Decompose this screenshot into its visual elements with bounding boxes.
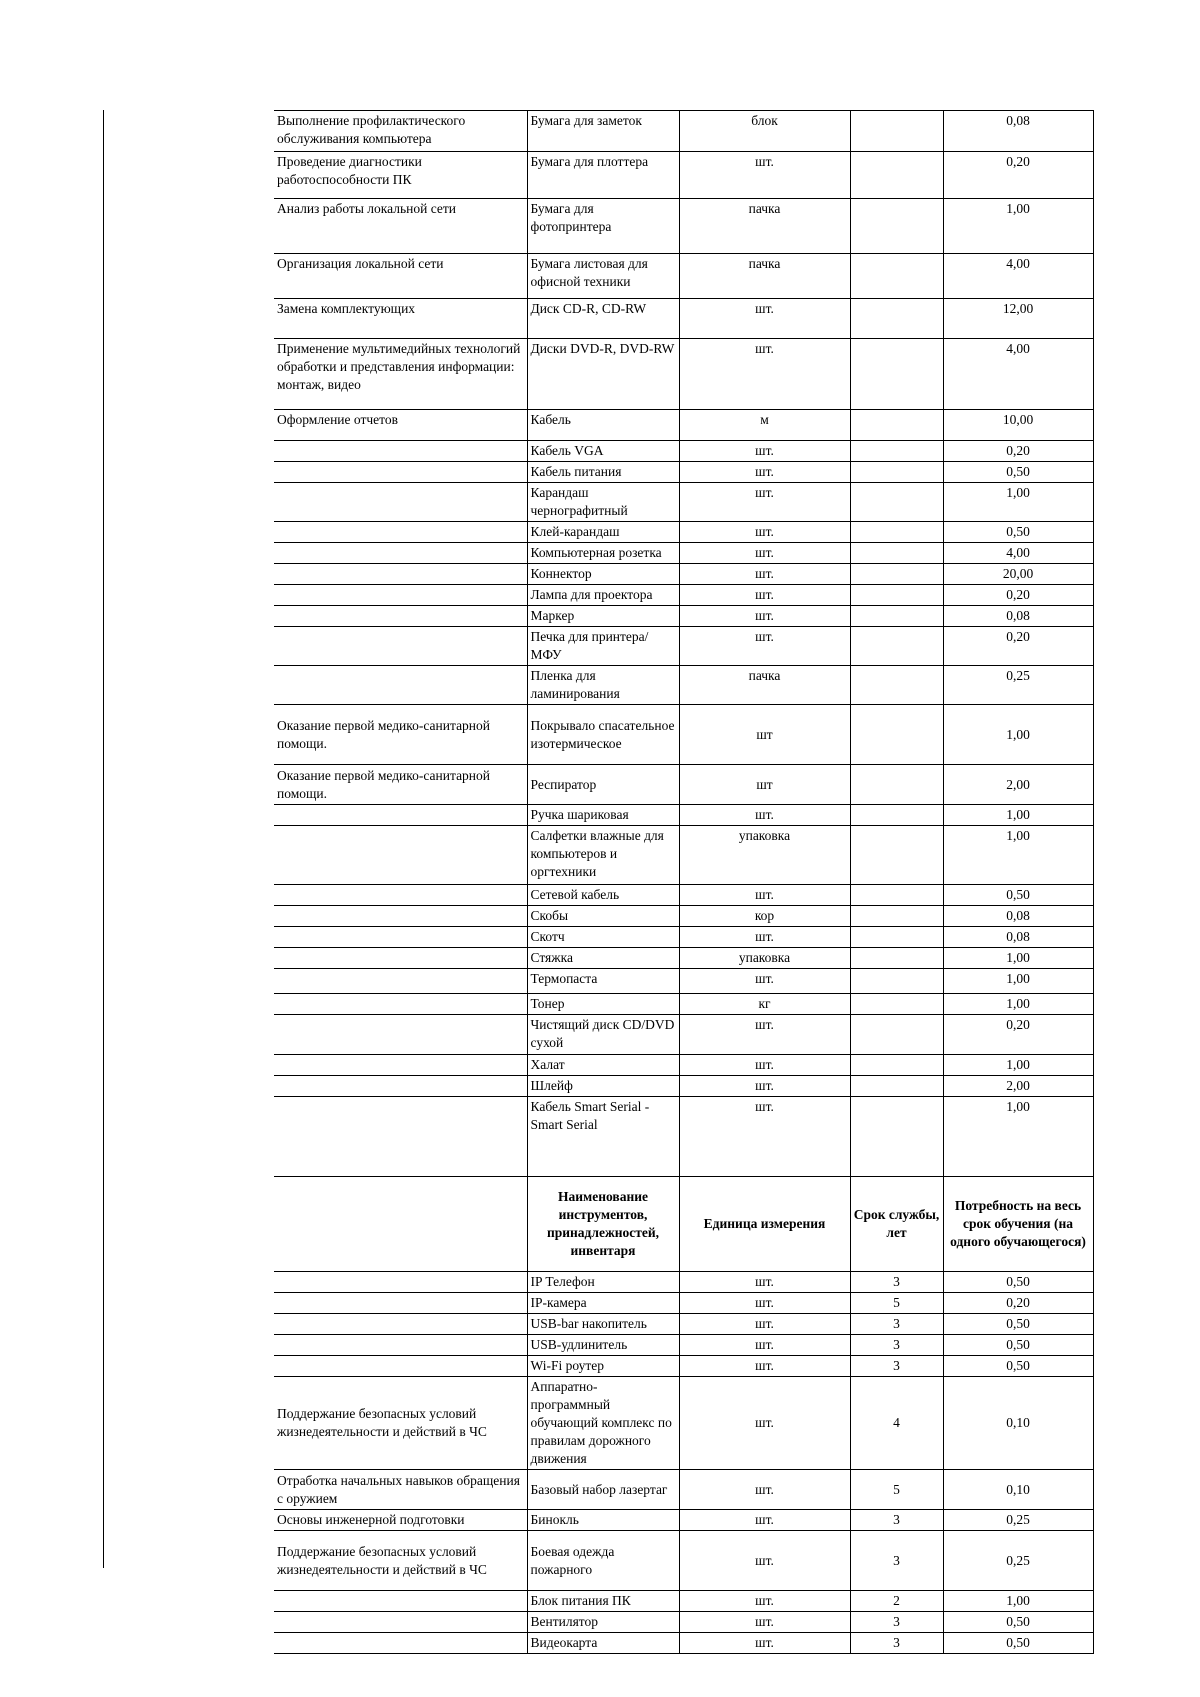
- table-row: [274, 885, 1093, 906]
- table-row: [274, 1015, 1093, 1055]
- quantity-cell: 0,08: [943, 927, 1093, 948]
- table-row: [274, 1633, 1093, 1654]
- quantity-cell: 0,50: [943, 1356, 1093, 1377]
- item-cell: Видеокарта: [527, 1633, 679, 1654]
- activity-cell: [274, 1335, 527, 1356]
- unit-cell: упаковка: [679, 826, 850, 885]
- table-row: [274, 1470, 1093, 1510]
- activity-cell: [274, 1314, 527, 1335]
- item-cell: Стяжка: [527, 948, 679, 969]
- table-row: [274, 1272, 1093, 1293]
- table-row: [274, 994, 1093, 1015]
- item-cell: Тонер: [527, 994, 679, 1015]
- item-cell: Пленка для ламинирования: [527, 666, 679, 705]
- service-life-cell: [850, 564, 943, 585]
- service-life-cell: [850, 483, 943, 522]
- activity-cell: [274, 1076, 527, 1097]
- unit-cell: шт.: [679, 564, 850, 585]
- unit-cell: шт.: [679, 1612, 850, 1633]
- quantity-cell: 2,00: [943, 765, 1093, 805]
- service-life-cell: [850, 994, 943, 1015]
- item-cell: Базовый набор лазертаг: [527, 1470, 679, 1510]
- activity-cell: Отработка начальных навыков обращения с оружием: [274, 1470, 527, 1510]
- quantity-cell: 0,50: [943, 462, 1093, 483]
- service-life-cell: [850, 627, 943, 666]
- quantity-cell: 1,00: [943, 969, 1093, 994]
- activity-cell: [274, 441, 527, 462]
- table-row: [274, 441, 1093, 462]
- unit-cell: шт.: [679, 1272, 850, 1293]
- quantity-cell: 0,50: [943, 1272, 1093, 1293]
- service-life-cell: [850, 199, 943, 254]
- activity-cell: [274, 462, 527, 483]
- unit-cell: шт.: [679, 1293, 850, 1314]
- quantity-cell: 1,00: [943, 948, 1093, 969]
- item-cell: Лампа для проектора: [527, 585, 679, 606]
- quantity-cell: 1,00: [943, 705, 1093, 765]
- quantity-cell: 1,00: [943, 805, 1093, 826]
- table-row: [274, 705, 1093, 765]
- quantity-cell: 1,00: [943, 826, 1093, 885]
- quantity-cell: 1,00: [943, 199, 1093, 254]
- table-row: [274, 543, 1093, 564]
- table-row: [274, 906, 1093, 927]
- table-row: [274, 948, 1093, 969]
- quantity-cell: 0,10: [943, 1470, 1093, 1510]
- unit-cell: блок: [679, 111, 850, 152]
- unit-cell: м: [679, 410, 850, 441]
- activity-cell: [274, 1015, 527, 1055]
- unit-cell: шт.: [679, 1097, 850, 1177]
- unit-cell: упаковка: [679, 948, 850, 969]
- page-margin-rule: [103, 110, 104, 1568]
- quantity-cell: 0,50: [943, 522, 1093, 543]
- item-cell: USB-bar накопитель: [527, 1314, 679, 1335]
- table-row: [274, 522, 1093, 543]
- service-life-cell: [850, 111, 943, 152]
- equipment-table: [274, 110, 1094, 1654]
- table-row: [274, 299, 1093, 339]
- table-row: [274, 1055, 1093, 1076]
- item-cell: Аппаратно-программный обучающий комплекс по правилам дорожного движения: [527, 1377, 679, 1470]
- table-row: [274, 564, 1093, 585]
- activity-cell: [274, 522, 527, 543]
- service-life-cell: [850, 543, 943, 564]
- table-row: [274, 1510, 1093, 1531]
- service-life-cell: [850, 927, 943, 948]
- unit-cell: шт: [679, 705, 850, 765]
- table-row: [274, 1335, 1093, 1356]
- table-row: [274, 1531, 1093, 1591]
- item-cell: Сетевой кабель: [527, 885, 679, 906]
- unit-cell: шт.: [679, 1055, 850, 1076]
- activity-cell: Поддержание безопасных условий жизнедеятельности и действий в ЧС: [274, 1377, 527, 1470]
- equipment-table-body: [274, 111, 1093, 1654]
- item-cell: Диск CD-R, CD-RW: [527, 299, 679, 339]
- item-cell: Бумага для плоттера: [527, 152, 679, 199]
- unit-cell: шт.: [679, 1591, 850, 1612]
- quantity-cell: 20,00: [943, 564, 1093, 585]
- activity-cell: [274, 627, 527, 666]
- table-row: [274, 1612, 1093, 1633]
- quantity-cell: 0,08: [943, 111, 1093, 152]
- service-life-cell: [850, 522, 943, 543]
- quantity-cell: 0,08: [943, 906, 1093, 927]
- activity-cell: [274, 1272, 527, 1293]
- item-cell: Печка для принтера/МФУ: [527, 627, 679, 666]
- service-life-cell: 3: [850, 1335, 943, 1356]
- quantity-cell: 1,00: [943, 1055, 1093, 1076]
- service-life-cell: [850, 765, 943, 805]
- item-cell: Бумага для заметок: [527, 111, 679, 152]
- service-life-cell: [850, 948, 943, 969]
- quantity-cell: 0,50: [943, 1335, 1093, 1356]
- unit-cell: пачка: [679, 666, 850, 705]
- unit-cell: кг: [679, 994, 850, 1015]
- item-cell: Коннектор: [527, 564, 679, 585]
- activity-cell: [274, 483, 527, 522]
- quantity-cell: 0,20: [943, 1293, 1093, 1314]
- table-row: [274, 410, 1093, 441]
- activity-cell: [274, 543, 527, 564]
- unit-cell: шт.: [679, 1314, 850, 1335]
- table-row: [274, 1293, 1093, 1314]
- item-cell: Термопаста: [527, 969, 679, 994]
- quantity-cell: 0,20: [943, 1015, 1093, 1055]
- unit-cell: шт.: [679, 483, 850, 522]
- quantity-cell: 1,00: [943, 994, 1093, 1015]
- item-cell: Кабель: [527, 410, 679, 441]
- service-life-cell: [850, 254, 943, 299]
- unit-cell: шт.: [679, 1356, 850, 1377]
- service-life-cell: [850, 885, 943, 906]
- service-life-cell: [850, 299, 943, 339]
- activity-cell: [274, 1633, 527, 1654]
- unit-cell: шт.: [679, 927, 850, 948]
- item-cell: Кабель VGA: [527, 441, 679, 462]
- unit-cell: шт.: [679, 627, 850, 666]
- unit-cell: шт.: [679, 1076, 850, 1097]
- service-life-cell: [850, 606, 943, 627]
- activity-cell: [274, 1356, 527, 1377]
- service-life-cell: [850, 906, 943, 927]
- service-life-cell: 2: [850, 1591, 943, 1612]
- quantity-cell: 1,00: [943, 483, 1093, 522]
- unit-cell: шт.: [679, 969, 850, 994]
- activity-cell: [274, 826, 527, 885]
- table-row: [274, 1591, 1093, 1612]
- service-life-cell: 3: [850, 1633, 943, 1654]
- table-row: [274, 152, 1093, 199]
- table-row: [274, 199, 1093, 254]
- item-cell: Ручка шариковая: [527, 805, 679, 826]
- service-life-cell: [850, 1076, 943, 1097]
- unit-cell: шт.: [679, 805, 850, 826]
- service-life-cell: [850, 462, 943, 483]
- unit-cell: шт.: [679, 885, 850, 906]
- unit-cell: пачка: [679, 254, 850, 299]
- quantity-cell: 0,50: [943, 1612, 1093, 1633]
- service-life-cell: [850, 805, 943, 826]
- activity-cell: Организация локальной сети: [274, 254, 527, 299]
- table-row: [274, 339, 1093, 410]
- item-cell: USB-удлинитель: [527, 1335, 679, 1356]
- item-cell: Wi-Fi роутер: [527, 1356, 679, 1377]
- table-row: [274, 969, 1093, 994]
- item-cell: Кабель питания: [527, 462, 679, 483]
- service-life-cell: 3: [850, 1531, 943, 1591]
- quantity-cell: 0,20: [943, 585, 1093, 606]
- unit-cell: шт.: [679, 606, 850, 627]
- unit-cell: шт.: [679, 1015, 850, 1055]
- unit-cell: кор: [679, 906, 850, 927]
- service-life-cell: [850, 826, 943, 885]
- table-row: [274, 1377, 1093, 1470]
- item-cell: Диски DVD-R, DVD-RW: [527, 339, 679, 410]
- activity-cell: Оформление отчетов: [274, 410, 527, 441]
- quantity-cell: 0,50: [943, 1314, 1093, 1335]
- item-cell: Бумага листовая для офисной техники: [527, 254, 679, 299]
- unit-cell: шт.: [679, 1510, 850, 1531]
- unit-cell: шт.: [679, 152, 850, 199]
- quantity-cell: 0,20: [943, 627, 1093, 666]
- unit-cell: шт.: [679, 1531, 850, 1591]
- item-cell: Компьютерная розетка: [527, 543, 679, 564]
- table-row: [274, 483, 1093, 522]
- service-life-cell: 5: [850, 1293, 943, 1314]
- table-row: [274, 826, 1093, 885]
- activity-cell: Оказание первой медико-санитарной помощи.: [274, 765, 527, 805]
- unit-cell: шт.: [679, 339, 850, 410]
- quantity-cell: 1,00: [943, 1591, 1093, 1612]
- table-row: [274, 805, 1093, 826]
- service-life-cell: [850, 705, 943, 765]
- service-life-cell: [850, 585, 943, 606]
- item-cell: Халат: [527, 1055, 679, 1076]
- quantity-cell: 4,00: [943, 339, 1093, 410]
- item-cell: Бинокль: [527, 1510, 679, 1531]
- item-cell: Вентилятор: [527, 1612, 679, 1633]
- activity-cell: [274, 606, 527, 627]
- table-row: [274, 1076, 1093, 1097]
- service-life-cell: [850, 410, 943, 441]
- quantity-cell: 0,50: [943, 885, 1093, 906]
- unit-cell: шт.: [679, 543, 850, 564]
- unit-cell: шт.: [679, 1633, 850, 1654]
- service-life-cell: [850, 441, 943, 462]
- quantity-cell: 12,00: [943, 299, 1093, 339]
- activity-cell: [274, 969, 527, 994]
- item-cell: Блок питания ПК: [527, 1591, 679, 1612]
- activity-cell: [274, 1293, 527, 1314]
- service-life-cell: 4: [850, 1377, 943, 1470]
- item-cell: Салфетки влажные для компьютеров и оргтехники: [527, 826, 679, 885]
- quantity-cell: 4,00: [943, 254, 1093, 299]
- activity-cell: Применение мультимедийных технологий обработки и представления информации: монтаж, видео: [274, 339, 527, 410]
- unit-cell: шт.: [679, 1377, 850, 1470]
- service-life-cell: [850, 1097, 943, 1177]
- activity-cell: Выполнение профилактического обслуживания компьютера: [274, 111, 527, 152]
- unit-cell: шт.: [679, 585, 850, 606]
- table-row: [274, 111, 1093, 152]
- table-row: [274, 254, 1093, 299]
- unit-cell: шт.: [679, 1470, 850, 1510]
- activity-cell: [274, 1177, 527, 1272]
- quantity-cell: 0,10: [943, 1377, 1093, 1470]
- activity-cell: Оказание первой медико-санитарной помощи.: [274, 705, 527, 765]
- activity-cell: [274, 666, 527, 705]
- item-cell: Маркер: [527, 606, 679, 627]
- quantity-cell: 0,08: [943, 606, 1093, 627]
- item-cell: Чистящий диск CD/DVD сухой: [527, 1015, 679, 1055]
- unit-cell: шт.: [679, 462, 850, 483]
- quantity-cell: 0,20: [943, 152, 1093, 199]
- activity-cell: [274, 564, 527, 585]
- table-row: [274, 1314, 1093, 1335]
- item-cell: Боевая одежда пожарного: [527, 1531, 679, 1591]
- table-row: [274, 765, 1093, 805]
- service-life-cell: 3: [850, 1612, 943, 1633]
- quantity-cell: 0,25: [943, 1510, 1093, 1531]
- unit-cell: шт: [679, 765, 850, 805]
- table-row: [274, 606, 1093, 627]
- table-row: [274, 627, 1093, 666]
- item-cell: Покрывало спасательное изотермическое: [527, 705, 679, 765]
- service-life-cell: [850, 152, 943, 199]
- activity-cell: [274, 585, 527, 606]
- service-life-cell: 3: [850, 1510, 943, 1531]
- unit-cell: шт.: [679, 1335, 850, 1356]
- item-cell: Скобы: [527, 906, 679, 927]
- quantity-cell: 10,00: [943, 410, 1093, 441]
- quantity-cell: 2,00: [943, 1076, 1093, 1097]
- table-row: [274, 462, 1093, 483]
- service-life-cell: 3: [850, 1272, 943, 1293]
- service-life-cell: 5: [850, 1470, 943, 1510]
- activity-cell: [274, 805, 527, 826]
- service-life-cell: [850, 666, 943, 705]
- table-row: [274, 1097, 1093, 1177]
- item-cell: Карандаш чернографитный: [527, 483, 679, 522]
- quantity-cell: 0,20: [943, 441, 1093, 462]
- header-quantity: Потребность на весь срок обучения (на одного обучающегося): [943, 1177, 1093, 1272]
- quantity-cell: 0,25: [943, 1531, 1093, 1591]
- unit-cell: шт.: [679, 299, 850, 339]
- unit-cell: шт.: [679, 522, 850, 543]
- item-cell: Скотч: [527, 927, 679, 948]
- table-row: [274, 1356, 1093, 1377]
- service-life-cell: [850, 1055, 943, 1076]
- activity-cell: [274, 994, 527, 1015]
- activity-cell: Основы инженерной подготовки: [274, 1510, 527, 1531]
- item-cell: Респиратор: [527, 765, 679, 805]
- service-life-cell: 3: [850, 1314, 943, 1335]
- item-cell: IP Телефон: [527, 1272, 679, 1293]
- unit-cell: шт.: [679, 441, 850, 462]
- service-life-cell: [850, 1015, 943, 1055]
- unit-cell: пачка: [679, 199, 850, 254]
- header-unit: Единица измерения: [679, 1177, 850, 1272]
- quantity-cell: 4,00: [943, 543, 1093, 564]
- activity-cell: Проведение диагностики работоспособности ПК: [274, 152, 527, 199]
- table-row: [274, 666, 1093, 705]
- activity-cell: Поддержание безопасных условий жизнедеятельности и действий в ЧС: [274, 1531, 527, 1591]
- activity-cell: [274, 1055, 527, 1076]
- activity-cell: Замена комплектующих: [274, 299, 527, 339]
- table-row: [274, 927, 1093, 948]
- activity-cell: [274, 1612, 527, 1633]
- activity-cell: [274, 948, 527, 969]
- service-life-cell: 3: [850, 1356, 943, 1377]
- service-life-cell: [850, 969, 943, 994]
- item-cell: Шлейф: [527, 1076, 679, 1097]
- table-row: [274, 585, 1093, 606]
- activity-cell: Анализ работы локальной сети: [274, 199, 527, 254]
- activity-cell: [274, 885, 527, 906]
- quantity-cell: 0,50: [943, 1633, 1093, 1654]
- service-life-cell: [850, 339, 943, 410]
- activity-cell: [274, 906, 527, 927]
- tools-header-row: [274, 1177, 1093, 1272]
- quantity-cell: 1,00: [943, 1097, 1093, 1177]
- item-cell: Бумага для фотопринтера: [527, 199, 679, 254]
- header-service-life: Срок службы, лет: [850, 1177, 943, 1272]
- quantity-cell: 0,25: [943, 666, 1093, 705]
- activity-cell: [274, 927, 527, 948]
- item-cell: IP-камера: [527, 1293, 679, 1314]
- item-cell: Клей-карандаш: [527, 522, 679, 543]
- item-cell: Кабель Smart Serial - Smart Serial: [527, 1097, 679, 1177]
- header-item: Наименование инструментов, принадлежностей, инвентаря: [527, 1177, 679, 1272]
- activity-cell: [274, 1097, 527, 1177]
- activity-cell: [274, 1591, 527, 1612]
